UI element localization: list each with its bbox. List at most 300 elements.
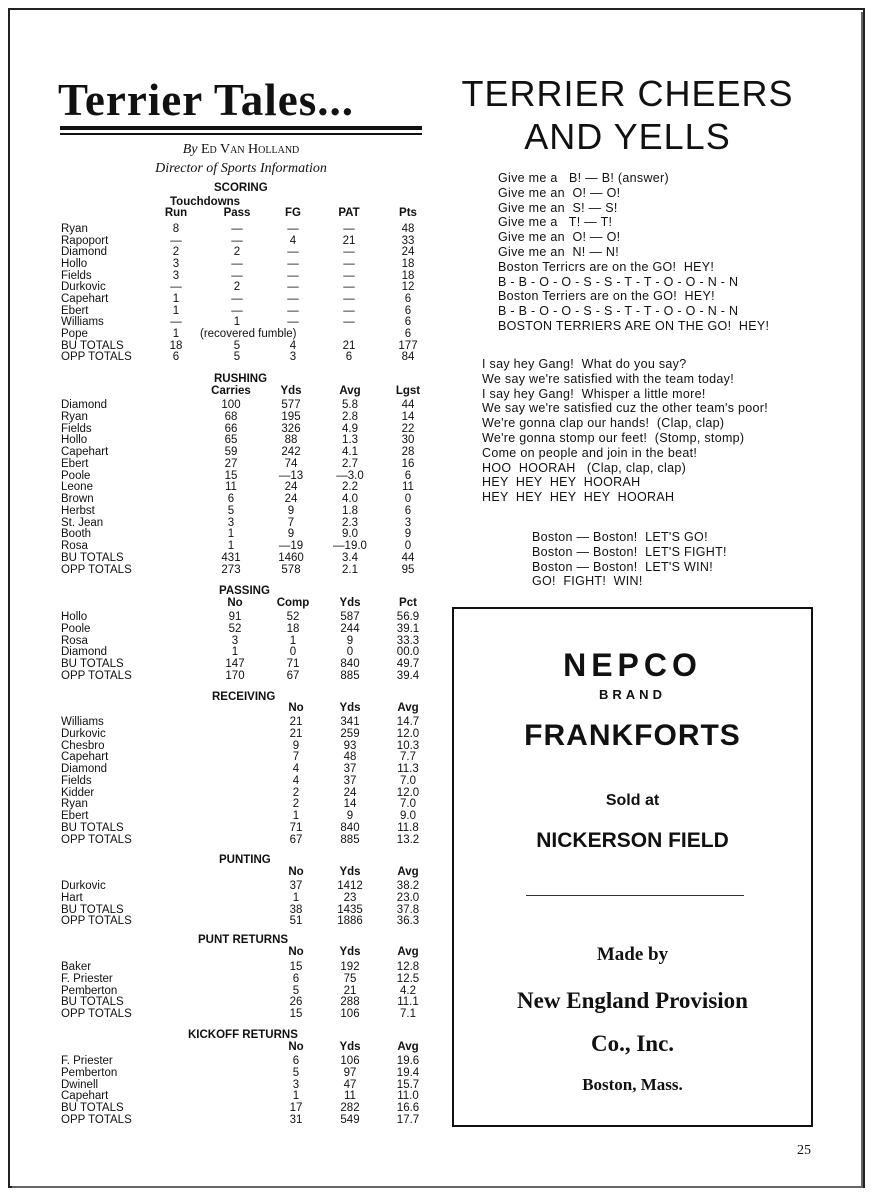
stat-value: 259 — [340, 727, 360, 740]
stat-value: 18 — [169, 339, 183, 352]
stat-value: 3 — [172, 257, 180, 270]
receiving-title: RECEIVING — [212, 691, 276, 703]
stat-value: 5.8 — [342, 399, 358, 411]
scoring-title: SCORING — [214, 182, 268, 194]
ad-divider — [526, 895, 744, 896]
page-number: 25 — [797, 1143, 811, 1158]
stat-value: 36.3 — [396, 915, 420, 928]
stat-value: 1 — [292, 891, 300, 904]
player-name: Rosa — [61, 540, 88, 552]
stat-value: 30 — [401, 434, 415, 447]
player-name: BU TOTALS — [61, 903, 124, 916]
stat-value: — — [287, 257, 299, 270]
stat-value: 24 — [343, 786, 357, 799]
stat-value: 6 — [404, 504, 412, 517]
player-name: BU TOTALS — [61, 551, 124, 564]
stat-value: 1 — [227, 528, 235, 541]
title-rule-thin — [60, 133, 422, 135]
stat-value: 2 — [233, 246, 241, 259]
cheer-line: Give me a B! — B! (answer) — [498, 171, 669, 185]
cheer-block-2 — [482, 357, 768, 505]
cheer-line: HOO HOORAH (Clap, clap, clap) — [482, 460, 687, 475]
player-name: OPP TOTALS — [61, 669, 132, 682]
stat-value: 52 — [286, 611, 300, 623]
rushing-title: RUSHING — [214, 373, 268, 385]
player-name: BU TOTALS — [61, 658, 124, 670]
stat-value: 2 — [233, 281, 241, 294]
stat-value: 6 — [404, 327, 412, 340]
punt-returns-title: PUNT RETURNS — [198, 934, 289, 946]
cheer-line: We say we're satisfied with the team today! — [482, 371, 734, 386]
byline — [60, 140, 422, 178]
player-name: Booth — [61, 528, 92, 541]
cheer-line: Boston — Boston! LET'S GO! — [532, 530, 708, 544]
stat-value: 74 — [284, 457, 298, 470]
cheers-title-line: TERRIER CHEERS — [461, 73, 794, 114]
stat-value: 5 — [233, 351, 241, 364]
stat-value: 97 — [343, 1066, 357, 1079]
player-name: Williams — [61, 716, 104, 728]
ad-brand-sub: BRAND — [599, 687, 666, 702]
stat-value: 1.8 — [342, 504, 358, 517]
stat-value: 15 — [224, 469, 238, 482]
article-title: Terrier Tales... — [58, 75, 354, 125]
stat-value: 33 — [401, 234, 415, 247]
column-header: Avg — [397, 946, 419, 958]
stat-value: 12.5 — [396, 972, 420, 985]
stat-value: 11.1 — [397, 996, 419, 1009]
stat-value: 2.1 — [342, 563, 358, 576]
stat-value: 9.0 — [342, 528, 358, 541]
player-name: Leone — [61, 481, 93, 494]
stat-value: 44 — [401, 399, 415, 411]
stat-value: 84 — [401, 351, 415, 364]
stat-value: 288 — [340, 996, 360, 1009]
player-name: Fields — [61, 422, 92, 435]
stat-value: 5 — [233, 339, 241, 352]
stat-value: — — [343, 316, 355, 329]
stat-value: 16 — [401, 457, 415, 470]
stat-value: — — [287, 223, 299, 235]
player-name: Ebert — [61, 810, 89, 822]
stat-value: 6 — [227, 493, 235, 505]
stat-value: 9 — [287, 504, 295, 517]
stat-value: 12 — [401, 281, 415, 294]
stat-value: 39.4 — [396, 669, 420, 682]
cheers-title-line: AND YELLS — [524, 116, 731, 157]
stat-value: 1 — [233, 316, 241, 329]
stat-value: 88 — [284, 434, 298, 447]
player-name: Baker — [61, 961, 92, 973]
stat-value: 44 — [401, 551, 415, 564]
player-name: Kidder — [61, 786, 95, 799]
player-name: OPP TOTALS — [61, 1113, 132, 1126]
stat-value: 9 — [287, 528, 295, 541]
stat-value: 11.3 — [397, 763, 419, 775]
stat-value: 26 — [289, 996, 303, 1009]
player-name: OPP TOTALS — [61, 563, 132, 576]
cheer-block-3 — [532, 530, 727, 589]
stat-value: 23 — [343, 891, 357, 904]
stat-value: 56.9 — [396, 611, 420, 623]
player-name: Hollo — [61, 611, 88, 623]
cheer-line: We're gonna clap our hands! (Clap, clap) — [482, 416, 725, 431]
stat-value: 0 — [404, 493, 412, 505]
punting-title: PUNTING — [219, 854, 271, 866]
stat-value: 9 — [292, 739, 300, 752]
ad-product: FRANKFORTS — [524, 719, 741, 752]
player-name: Ryan — [61, 223, 88, 235]
stat-value: 587 — [340, 611, 360, 623]
author-name: Ed Van Holland — [200, 142, 300, 157]
stat-value: 3 — [292, 1078, 300, 1091]
stat-value: 13.2 — [396, 833, 420, 846]
stat-value: — — [231, 304, 243, 317]
player-name: Pemberton — [61, 1066, 118, 1079]
stat-value: — — [231, 269, 243, 282]
stat-value: — — [343, 223, 355, 235]
cheer-block-1 — [498, 171, 769, 334]
stat-value: — — [343, 281, 355, 294]
stat-value: 95 — [401, 563, 415, 576]
stat-value: 38 — [289, 903, 303, 916]
player-name: Williams — [61, 316, 104, 329]
ad-company-line1: New England Provision — [517, 988, 748, 1013]
stat-value: 11 — [225, 481, 237, 494]
stat-value: 8 — [172, 223, 180, 235]
stat-value: 66 — [224, 422, 238, 435]
player-name: Pope — [61, 327, 88, 340]
passing-title: PASSING — [219, 585, 270, 597]
stat-value: 1 — [172, 304, 180, 317]
stat-value: 17.7 — [396, 1113, 420, 1126]
stat-value: 9 — [346, 810, 354, 822]
stat-value: 3 — [404, 516, 412, 529]
player-name: Chesbro — [61, 739, 105, 752]
stat-value: 51 — [289, 915, 303, 928]
player-name: Fields — [61, 774, 92, 787]
stat-value: 15 — [289, 1008, 303, 1020]
column-header: Avg — [397, 702, 419, 714]
stat-value: 91 — [228, 611, 242, 623]
stat-value: 147 — [225, 658, 245, 670]
stat-value: 7.0 — [400, 798, 416, 811]
stat-value: 48 — [343, 751, 357, 764]
stat-value: 11 — [402, 481, 414, 494]
stat-value: 7 — [287, 516, 295, 529]
column-header: Avg — [397, 866, 419, 878]
stat-value: — — [287, 304, 299, 317]
stat-value: 18 — [286, 622, 300, 635]
stat-value: 4.1 — [342, 446, 358, 458]
stat-value: 49.7 — [396, 658, 420, 670]
column-header: Yds — [339, 1041, 361, 1053]
stat-value: 885 — [340, 669, 360, 682]
ad-location: Boston, Mass. — [582, 1075, 683, 1094]
stat-value: 12.0 — [396, 786, 420, 799]
stat-value: 59 — [224, 446, 238, 458]
stat-value: 2.3 — [342, 516, 358, 529]
stat-value: 4 — [292, 774, 300, 787]
column-header: Run — [164, 207, 188, 219]
stat-value: 67 — [289, 833, 303, 846]
stat-value: — — [287, 292, 299, 305]
column-header: No — [288, 1041, 304, 1053]
stat-value: 21 — [289, 727, 303, 740]
player-name: Durkovic — [61, 281, 106, 294]
stat-value: 0 — [289, 646, 297, 659]
stat-value: 71 — [289, 821, 303, 834]
stat-value: 273 — [221, 563, 241, 576]
stat-value: 4 — [292, 763, 300, 775]
player-name: Hollo — [61, 257, 88, 270]
cheers-title — [455, 72, 800, 158]
stat-value: 6 — [404, 304, 412, 317]
cheer-line: Come on people and join in the beat! — [482, 445, 698, 460]
cheer-line: Give me an N! — N! — [498, 244, 620, 259]
stat-value: 0 — [346, 646, 354, 659]
stat-value: 1 — [227, 540, 235, 552]
player-name: Rosa — [61, 634, 88, 647]
player-name: St. Jean — [61, 516, 104, 529]
stat-value: — — [170, 316, 182, 329]
column-header: No — [288, 946, 304, 958]
cheer-line: We say we're satisfied cuz the other team's poor! — [482, 401, 769, 416]
ad-brand: NEPCO — [563, 647, 702, 683]
cheer-line: We're gonna stomp our feet! (Stomp, stomp) — [482, 430, 745, 445]
stat-value: 1886 — [337, 915, 363, 928]
stat-value: — — [231, 234, 243, 247]
stat-value: 37.8 — [396, 903, 420, 916]
stat-value: 00.0 — [396, 646, 420, 659]
stat-value: 840 — [340, 658, 360, 670]
stat-value: 15.7 — [396, 1078, 420, 1091]
stat-value: 6 — [172, 351, 180, 364]
player-name: Hollo — [61, 434, 88, 447]
stat-value: 326 — [281, 422, 301, 435]
stat-value: 2 — [292, 798, 300, 811]
stat-value: 1435 — [337, 903, 363, 916]
stat-value: 6 — [404, 292, 412, 305]
stat-value: 4 — [289, 234, 297, 247]
column-header: Pass — [223, 207, 251, 219]
stat-value: 28 — [401, 446, 415, 458]
ad-company-line2: Co., Inc. — [590, 1031, 675, 1056]
stat-value: — — [343, 304, 355, 317]
player-name: Pemberton — [61, 984, 118, 997]
player-name: Brown — [61, 493, 94, 505]
stat-value: 1 — [292, 1090, 300, 1103]
stat-value: 5 — [292, 984, 300, 997]
column-header: No — [227, 597, 243, 609]
player-name: Diamond — [61, 763, 108, 775]
stat-value: — — [343, 257, 355, 270]
cheer-line: I say hey Gang! Whisper a little more! — [482, 386, 706, 401]
stat-value: 6 — [404, 316, 412, 329]
ad-made-by: Made by — [596, 944, 669, 965]
stat-value: 5 — [292, 1066, 300, 1079]
stat-value: 3.4 — [342, 551, 358, 564]
stat-value: — — [343, 292, 355, 305]
cheer-line: I say hey Gang! What do you say? — [482, 357, 687, 371]
stat-value: — — [287, 316, 299, 329]
stat-value: 431 — [221, 551, 241, 564]
player-name: OPP TOTALS — [61, 1008, 132, 1020]
column-header: Yds — [280, 385, 302, 397]
stat-value: 4 — [289, 339, 297, 352]
stat-value: — — [231, 292, 243, 305]
column-header: Yds — [339, 702, 361, 714]
ad-sold-at: Sold at — [605, 792, 660, 809]
stat-value: 52 — [228, 622, 242, 635]
stat-value: 11 — [344, 1090, 356, 1103]
stat-value: 2.8 — [342, 410, 358, 423]
stat-value: 195 — [281, 410, 301, 423]
stat-value: 0 — [404, 540, 412, 552]
stat-value: 106 — [340, 1055, 360, 1067]
column-header: Yds — [339, 597, 361, 609]
stat-value: 2.2 — [342, 481, 358, 494]
column-header: PAT — [338, 207, 360, 219]
stat-value: 21 — [342, 234, 356, 247]
stat-value: 2 — [172, 246, 180, 259]
stat-value: 21 — [343, 984, 357, 997]
player-name: Ebert — [61, 457, 89, 470]
stat-value: 24 — [401, 246, 415, 259]
player-name: Poole — [61, 622, 91, 635]
stat-value: 18 — [401, 269, 415, 282]
stat-value: 7.7 — [400, 751, 416, 764]
stat-value: 24 — [284, 481, 298, 494]
stat-value: 3 — [172, 269, 180, 282]
stat-value: 1 — [172, 292, 180, 305]
stat-value: 27 — [224, 457, 238, 470]
column-header: Yds — [339, 946, 361, 958]
player-name: Ryan — [61, 410, 88, 423]
player-name: OPP TOTALS — [61, 351, 132, 364]
player-name: Capehart — [61, 292, 109, 305]
stat-value: 3 — [289, 351, 297, 364]
stat-value: —13 — [278, 469, 304, 482]
stat-value: 65 — [224, 434, 238, 447]
column-header: Carries — [211, 385, 251, 397]
stat-value: 885 — [340, 833, 360, 846]
cheer-line: Give me an S! — S! — [498, 200, 618, 215]
cheer-line: Boston Terricrs are on the GO! HEY! — [498, 259, 715, 274]
stat-value: 1460 — [278, 551, 304, 564]
stat-value: 1 — [172, 327, 180, 340]
stat-note: (recovered fumble) — [200, 327, 297, 340]
player-name: Durkovic — [61, 727, 106, 740]
player-name: Diamond — [61, 399, 108, 411]
column-header: Lgst — [395, 385, 421, 397]
stat-value: — — [287, 246, 299, 259]
stat-value: 11.0 — [397, 1090, 419, 1103]
player-name: F. Priester — [61, 1055, 113, 1067]
stat-value: 21 — [342, 339, 356, 352]
stat-value: 68 — [224, 410, 238, 423]
column-header: FG — [285, 207, 301, 219]
player-name: OPP TOTALS — [61, 915, 132, 928]
stat-value: 6 — [292, 972, 300, 985]
stat-value: 1.3 — [342, 434, 358, 447]
stat-value: 18 — [401, 257, 415, 270]
player-name: Diamond — [61, 646, 108, 659]
column-header: No — [288, 702, 304, 714]
stat-value: — — [170, 281, 182, 294]
stat-value: 21 — [289, 716, 303, 728]
stat-value: 47 — [343, 1078, 357, 1091]
cheer-line: BOSTON TERRIERS ARE ON THE GO! HEY! — [498, 318, 770, 333]
stat-value: 37 — [343, 763, 357, 775]
stat-value: — — [170, 234, 182, 247]
player-name: BU TOTALS — [61, 821, 124, 834]
cheer-line: Boston — Boston! LET'S FIGHT! — [532, 544, 727, 559]
stat-value: 39.1 — [396, 622, 420, 635]
stat-value: 170 — [225, 669, 245, 682]
nepco-advertisement — [452, 607, 813, 1127]
player-name: Poole — [61, 469, 91, 482]
column-header: Pts — [399, 207, 417, 219]
player-name: F. Priester — [61, 972, 113, 985]
player-name: Diamond — [61, 246, 108, 259]
player-name: BU TOTALS — [61, 339, 124, 352]
stat-value: 1 — [289, 634, 297, 647]
column-header: No — [288, 866, 304, 878]
player-name: Capehart — [61, 1090, 109, 1103]
stat-value: 4.0 — [342, 493, 358, 505]
player-name: Ryan — [61, 798, 88, 811]
stat-value: 11.8 — [397, 821, 419, 834]
column-header: Avg — [339, 385, 361, 397]
cheer-line: B - B - O - O - S - S - T - T - O - O - N - N — [498, 304, 739, 319]
cheer-line: HEY HEY HEY HOORAH — [482, 475, 641, 490]
column-header: Avg — [397, 1041, 419, 1053]
stat-value: 578 — [281, 563, 301, 576]
stat-value: 3 — [227, 516, 235, 529]
stat-value: 3 — [231, 634, 239, 647]
stat-value: 15 — [289, 961, 303, 973]
stat-value: 14 — [401, 410, 415, 423]
stat-value: 5 — [227, 504, 235, 517]
stat-value: 840 — [340, 821, 360, 834]
stat-value: 19.4 — [396, 1066, 420, 1079]
stat-value: — — [287, 269, 299, 282]
player-name: Ebert — [61, 304, 89, 317]
stat-value: 1 — [292, 810, 300, 822]
stat-value: 549 — [340, 1113, 360, 1126]
stat-value: 7 — [292, 751, 300, 764]
author-role: Director of Sports Information — [155, 161, 327, 176]
stat-value: 242 — [281, 446, 301, 458]
player-name: Capehart — [61, 751, 109, 764]
cheer-line: B - B - O - O - S - S - T - T - O - O - N - N — [498, 274, 739, 289]
stat-value: 22 — [401, 422, 415, 435]
stat-value: 4.9 — [342, 422, 358, 435]
cheer-line: Give me an O! — O! — [498, 185, 621, 200]
stat-value: 19.6 — [396, 1055, 420, 1067]
stat-value: 37 — [289, 880, 303, 892]
stat-value: 17 — [289, 1102, 303, 1114]
stat-value: 24 — [284, 493, 298, 505]
stat-value: 1 — [231, 646, 239, 659]
stat-value: — — [343, 269, 355, 282]
player-name: Herbst — [61, 504, 95, 517]
player-name: Durkovic — [61, 880, 106, 892]
stat-value: 100 — [221, 399, 241, 411]
stat-value: 106 — [340, 1008, 360, 1020]
stat-value: 282 — [340, 1102, 360, 1114]
